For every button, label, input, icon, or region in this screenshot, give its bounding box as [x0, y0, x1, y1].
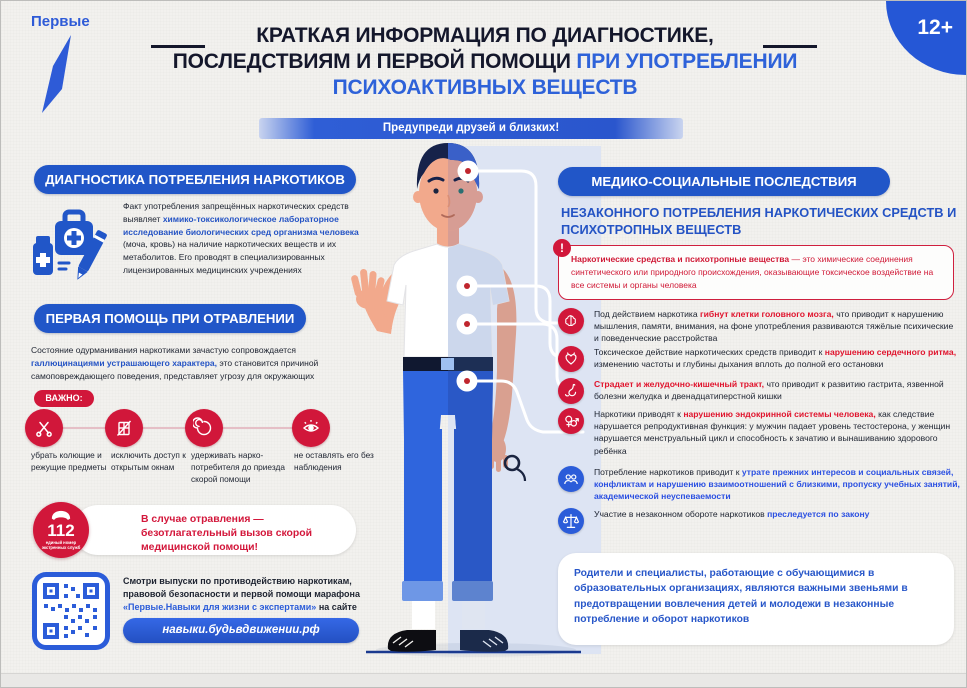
diagnostics-paragraph [123, 200, 361, 277]
site-link-button[interactable]: навыки.будьвдвижении.рф [123, 618, 359, 643]
emergency-text: В случае отравления — безотлагательный вызов скорой медицинской помощи! [141, 514, 312, 554]
emergency-number: 112 [47, 521, 75, 540]
title-line2-dark: ПОСЛЕДСТВИЯМ И ПЕРВОЙ ПОМОЩИ [172, 49, 577, 73]
stomach-icon [558, 378, 584, 404]
diagnostics-seg1: Факт употребления запрещённых наркотических средств выявляет [123, 201, 349, 224]
diagnostics-highlight: химико-токсикологическое лабораторное исследование биологических сред организма человека [123, 213, 359, 237]
bullet-highlight: нарушению сердечного ритма, [824, 347, 957, 357]
bullet-seg2: что приводит к развитию гастрита, язвенной болезни желудка и двенадцатиперстной кишки [594, 379, 944, 402]
bullet-highlight: гибнут клетки головного мозга, [700, 309, 837, 319]
title-dash-right [763, 45, 817, 48]
definition-text: — это химические соединения синтетического или природного происхождения, оказывающие токсическое воздействие на все системы и органы человека [571, 254, 934, 290]
first-aid-seg2: это становится причиной самоповреждающего поведения, представляет угрозу для окружающих [31, 357, 319, 381]
precaution-label: не оставлять его без наблюдения [294, 450, 374, 473]
logo-arrow-icon [29, 33, 87, 115]
first-aid-paragraph [31, 344, 365, 382]
consequence-item [558, 408, 960, 457]
qr-seg1: Смотри выпуски по противодействию наркотикам, правовой безопасности и первой помощи марафона [123, 576, 360, 600]
bullet-seg1: Наркотики приводят к [594, 409, 684, 419]
warning-banner: Предупреди друзей и близких! [259, 118, 683, 139]
bullet-seg1: Токсическое действие наркотических средств приводит к [594, 347, 825, 357]
first-aid-seg1: Состояние одурманивания наркотиками зачастую сопровождается [31, 345, 296, 355]
exclamation-icon: ! [553, 239, 571, 257]
bullet-seg2: изменению частоты и глубины дыхания вплоть до полной его остановки [594, 359, 884, 370]
emergency-call-box [73, 505, 356, 555]
consequence-item [558, 378, 960, 404]
scissors-icon [25, 409, 63, 447]
bullet-highlight: преследуется по закону [767, 509, 870, 519]
title-line3: ПСИХОАКТИВНЫХ ВЕЩЕСТВ [332, 75, 638, 99]
first-aid-highlight: галлюцинациями устрашающего характера, [31, 357, 220, 368]
logo-wordmark: Первые [31, 13, 90, 30]
page-title [139, 23, 831, 100]
social-icon [558, 466, 584, 492]
bullet-seg1: Участие в незаконном обороте наркотиков [594, 509, 768, 519]
jeans [404, 429, 442, 581]
consequence-item [558, 308, 960, 345]
title-line2-blue: ПРИ УПОТРЕБЛЕНИИ [576, 49, 798, 73]
consequence-item [558, 466, 960, 503]
bullet-seg2: что приводит к нарушению мышления, памяти, внимания, на фоне употребления развиваются тяжёлые психические и поведенческие расстройства [594, 309, 954, 344]
bullet-seg1: Под действием наркотика [594, 309, 701, 319]
medkit-icon [29, 203, 113, 289]
section-header-consequences: МЕДИКО-СОЦИАЛЬНЫЕ ПОСЛЕДСТВИЯ [558, 167, 890, 196]
diagnostics-seg2: (моча, кровь) на наличие наркотических веществ и их метаболитов. Его проводят в специализированных лицензированных медицинских учреждениях [123, 239, 337, 275]
parents-note-text: Родители и специалисты, работающие с обучающимися в образовательных организациях, являются важными звеньями в предотвращении вовлечения детей и молодежи в незаконные потребление и оборот наркотиков [574, 568, 908, 626]
section-header-first-aid: ПЕРВАЯ ПОМОЩЬ ПРИ ОТРАВЛЕНИИ [34, 304, 306, 333]
consequences-subheader: НЕЗАКОННОГО ПОТРЕБЛЕНИЯ НАРКОТИЧЕСКИХ СРЕДСТВ И ПСИХОТРОПНЫХ ВЕЩЕСТВ [561, 205, 957, 238]
law-icon [558, 508, 584, 534]
consequence-item [558, 346, 960, 372]
precaution-label: исключить доступ к открытым окнам [111, 450, 186, 473]
title-line1: КРАТКАЯ ИНФОРМАЦИЯ ПО ДИАГНОСТИКЕ, [256, 24, 714, 47]
definition-box [558, 241, 954, 300]
consequence-item [558, 508, 960, 534]
parents-note-box [558, 553, 954, 645]
emergency-number-caption: единый номер экстренных служб [41, 540, 81, 551]
restrain-icon [185, 409, 223, 447]
important-badge: ВАЖНО: [34, 390, 94, 407]
bullet-seg1: Потребление наркотиков приводит к [594, 467, 742, 477]
qr-highlight: «Первые.Навыки для жизни с экспертами» [123, 602, 317, 613]
bullet-highlight: Страдает и желудочно-кишечный тракт, [594, 379, 767, 389]
brain-icon [558, 308, 584, 334]
qr-code[interactable] [32, 572, 110, 650]
precaution-label: убрать колющие и режущие предметы [31, 450, 107, 473]
section-header-diagnostics: ДИАГНОСТИКА ПОТРЕБЛЕНИЯ НАРКОТИКОВ [34, 165, 356, 194]
heart-icon [558, 346, 584, 372]
bullet-seg2: как следствие нарушается репродуктивная функция: у мужчин падает уровень тестостерона, у женщин нарушается менструальный цикл и способность к зачатию и вынашиванию здорового ребёнка [594, 409, 951, 456]
qr-seg2: на сайте [316, 602, 357, 613]
qr-caption [123, 575, 373, 614]
window-icon [105, 409, 143, 447]
emergency-number-badge [33, 502, 89, 558]
phone-icon [50, 509, 72, 521]
title-dash-left [151, 45, 205, 48]
gender-icon [558, 408, 584, 434]
bullet-highlight: нарушению эндокринной системы человека, [683, 409, 879, 419]
eye-icon [292, 409, 330, 447]
age-rating-label: 12+ [917, 16, 953, 39]
precaution-connector [44, 427, 311, 429]
definition-term: Наркотические средства и психотропные вещества [571, 254, 790, 264]
bullet-highlight: утрате прежних интересов и социальных связей, конфликтам и нарушению взаимоотношений с близкими, пропуску учебных занятий, академической неуспеваемости [594, 467, 960, 502]
precaution-label: удерживать нарко-потребителя до приезда скорой помощи [191, 450, 285, 485]
